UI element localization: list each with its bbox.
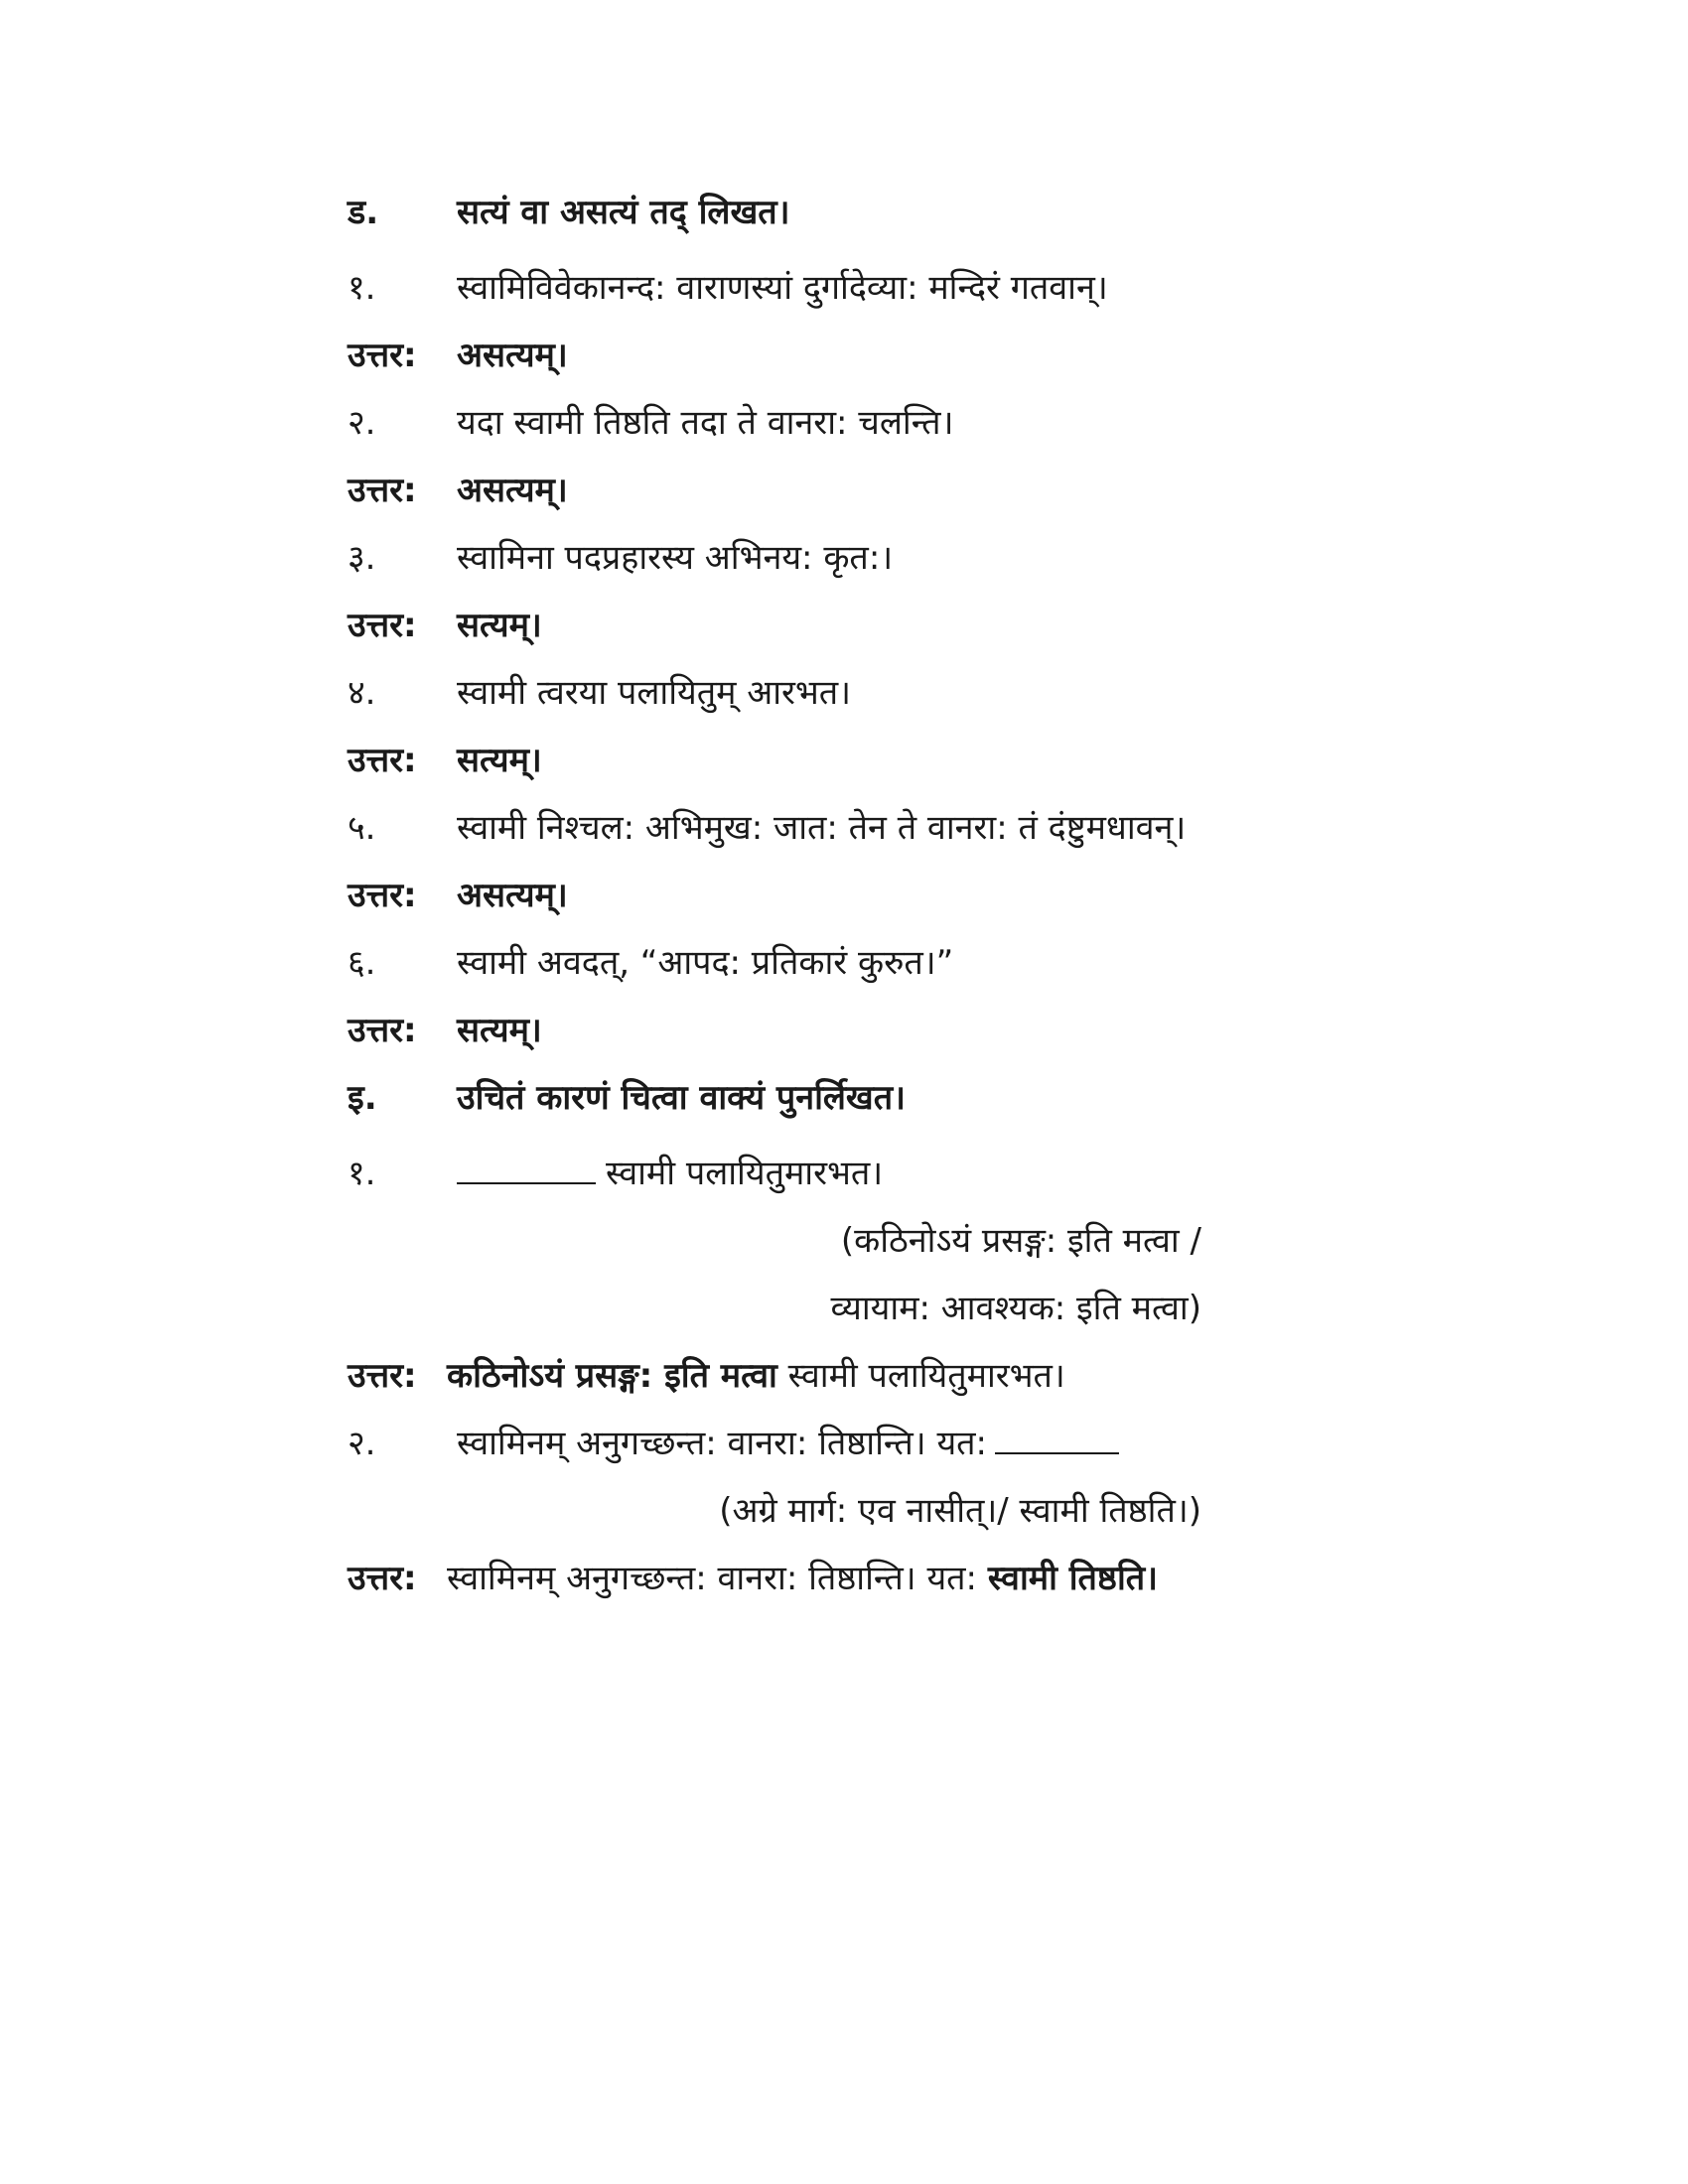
answer-text: सत्यम्। [457,741,542,780]
question-row [348,1140,1201,1207]
answer-text: असत्यम्। [457,336,568,375]
answer-row [348,997,1201,1064]
answer-label: उत्तर: [348,876,417,915]
answer-label: उत्तर: [348,1011,417,1050]
question-number: ५. [348,808,376,848]
worksheet-page [348,179,1201,1612]
question-number: २. [348,1424,376,1463]
question-text: स्वामिना पदप्रहारस्य अभिनय: कृत:। [457,538,894,578]
options-row [348,1275,1201,1342]
answer-bold-part: कठिनोऽयं प्रसङ्ग: इति मत्वा [447,1356,777,1396]
answer-label: उत्तर: [348,471,417,510]
answer-row [348,1342,1201,1410]
answer-row [348,457,1201,524]
question-row [348,929,1201,997]
question-text-with-blank [457,1140,883,1207]
answer-row [348,322,1201,389]
answer-row [348,862,1201,929]
question-text: स्वामी अवदत्, “आपद: प्रतिकारं कुरुत।” [457,943,954,983]
answer-bold-part: स्वामी तिष्ठति। [987,1559,1159,1598]
fill-blank [995,1413,1119,1454]
answer-text [447,1545,1158,1612]
answer-row [348,1545,1201,1612]
question-row [348,659,1201,727]
answer-row [348,727,1201,794]
question-row [348,254,1201,322]
question-row [348,794,1201,862]
section-d-title: सत्यं वा असत्यं तद् लिखत। [457,193,790,232]
answer-label: उत्तर: [348,741,417,780]
section-d-label: ड. [348,193,379,232]
question-row [348,389,1201,457]
options-row [348,1207,1201,1275]
section-i-label: इ. [348,1078,377,1118]
question-text: स्वामी त्वरया पलायितुम् आरभत। [457,673,852,713]
options-text: (कठिनोऽयं प्रसङ्ग: इति मत्वा / [840,1221,1201,1261]
question-text-with-blank [457,1410,1119,1477]
fill-blank [457,1143,596,1184]
answer-label: उत्तर: [348,1356,417,1396]
answer-text: सत्यम्। [457,1011,542,1050]
answer-text: असत्यम्। [457,471,568,510]
answer-text: सत्यम्। [457,606,542,645]
question-row [348,524,1201,592]
answer-text [447,1342,1065,1410]
answer-text: असत्यम्। [457,876,568,915]
section-i-heading [348,1064,1201,1132]
question-text: यदा स्वामी तिष्ठति तदा ते वानरा: चलन्ति। [457,403,954,443]
answer-row [348,592,1201,659]
options-row [348,1477,1201,1545]
question-row [348,1410,1201,1477]
question-number: १. [348,268,376,308]
answer-rest-part: स्वामी पलायितुमारभत। [776,1356,1065,1396]
options-text: व्यायाम: आवश्यक: इति मत्वा) [830,1289,1201,1328]
question-number: ३. [348,538,376,578]
question-number: १. [348,1154,376,1193]
answer-label: उत्तर: [348,336,417,375]
question-text: स्वामिनम् अनुगच्छन्त: वानरा: तिष्ठान्ति। यत: [457,1424,988,1463]
question-number: ६. [348,943,376,983]
question-number: २. [348,403,376,443]
question-text: स्वामी पलायितुमारभत। [606,1154,884,1193]
answer-label: उत्तर: [348,1559,417,1598]
question-text: स्वामी निश्चल: अभिमुख: जात: तेन ते वानरा: तं दंष्टुमधावन्। [457,808,1187,848]
question-text: स्वामिविवेकानन्द: वाराणस्यां दुर्गादेव्या: मन्दिरं गतवान्। [457,268,1108,308]
section-i-title: उचितं कारणं चित्वा वाक्यं पुनर्लिखत। [457,1078,907,1118]
question-number: ४. [348,673,376,713]
answer-label: उत्तर: [348,606,417,645]
options-text: (अग्रे मार्ग: एव नासीत्।/ स्वामी तिष्ठति।) [719,1491,1201,1531]
answer-rest-part: स्वामिनम् अनुगच्छन्त: वानरा: तिष्ठान्ति। यत: [447,1559,988,1598]
section-d-heading [348,179,1201,246]
